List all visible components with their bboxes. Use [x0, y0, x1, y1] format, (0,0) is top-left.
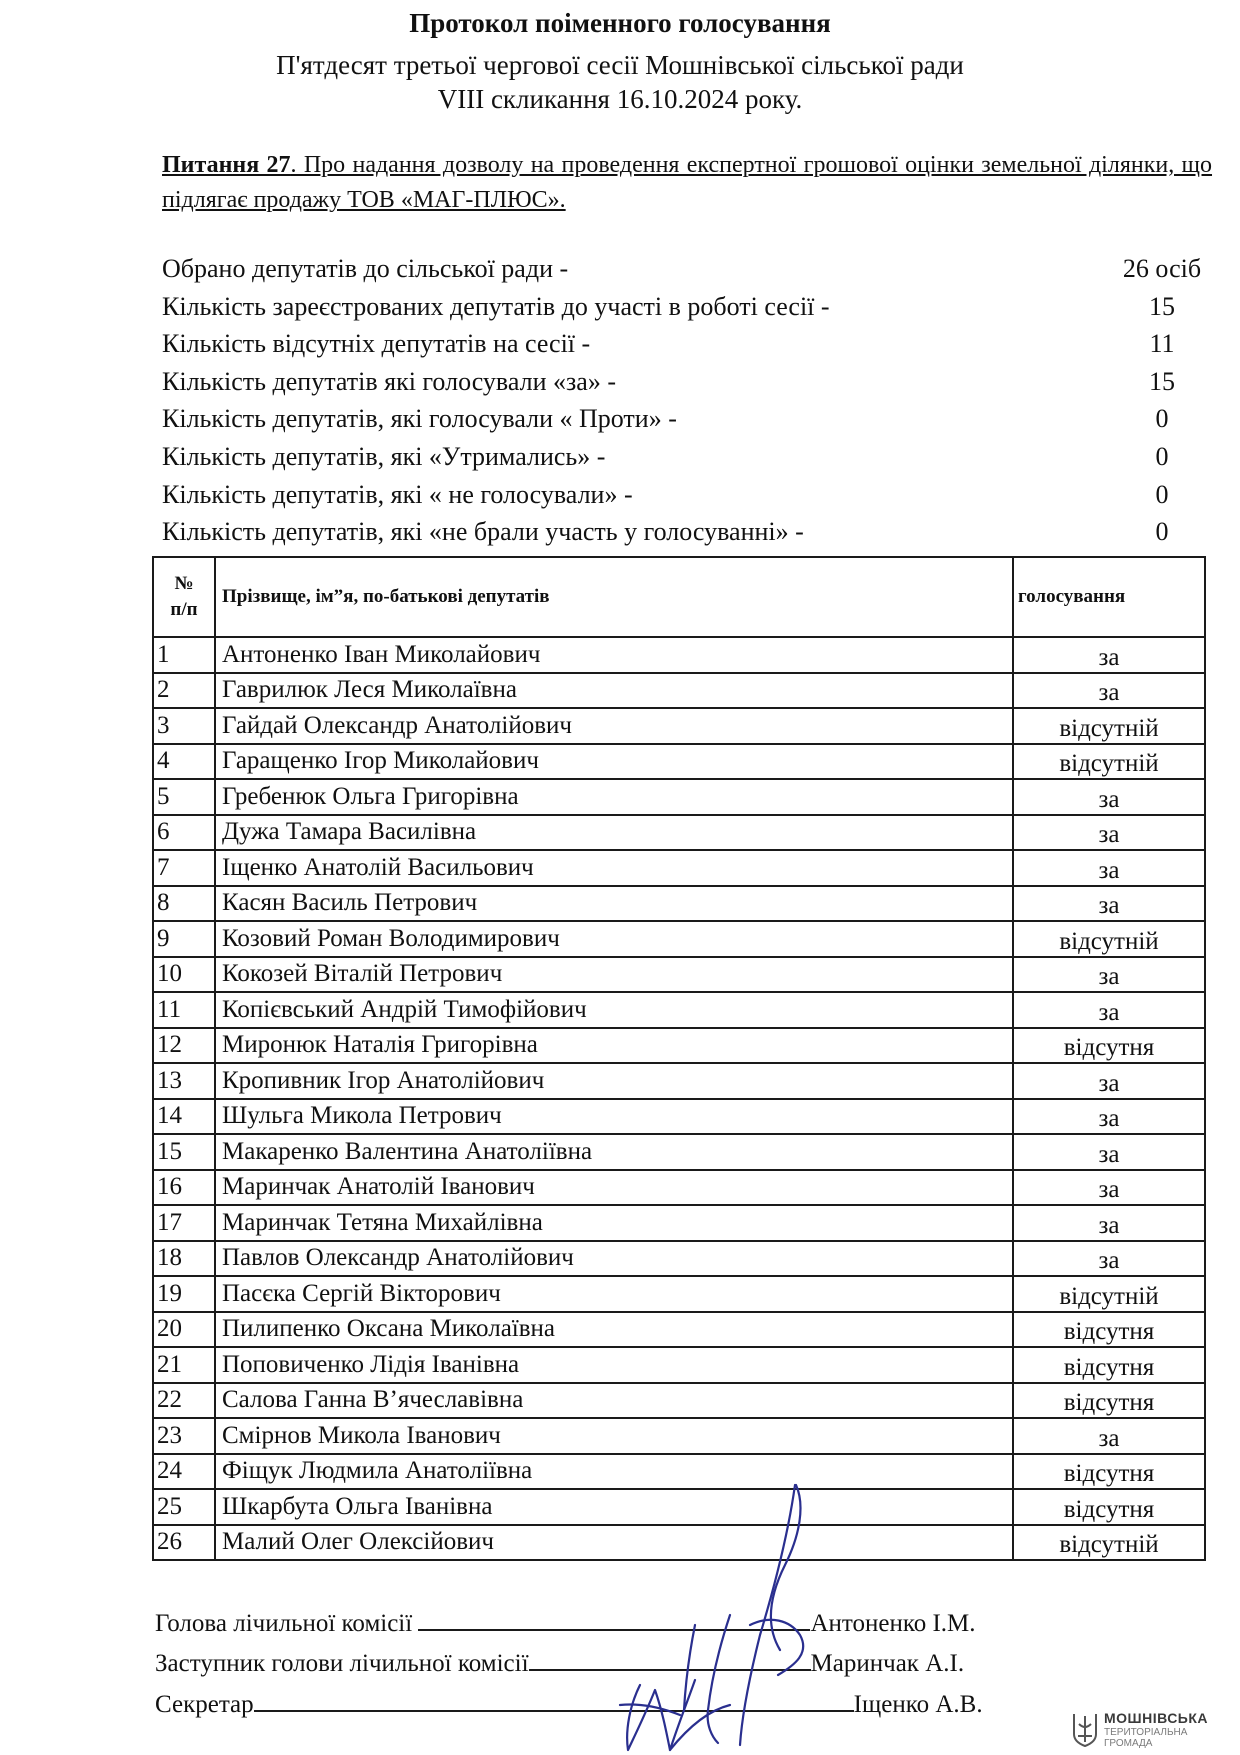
table-row [153, 886, 1205, 922]
table-row [153, 1134, 1205, 1170]
row-number: 3 [153, 708, 215, 744]
vote-value: за [1013, 886, 1205, 922]
deputy-name: Салова Ганна В’ячеславівна [215, 1383, 1013, 1419]
table-row [153, 1312, 1205, 1348]
handwritten-signature [600, 1475, 860, 1755]
vote-value: за [1013, 1170, 1205, 1206]
deputy-name: Кокозей Віталій Петрович [215, 957, 1013, 993]
deputy-name: Пасєка Сергій Вікторович [215, 1276, 1013, 1312]
table-row [153, 1383, 1205, 1419]
row-number: 16 [153, 1170, 215, 1206]
table-header-row [153, 557, 1205, 637]
deputy-name: Гребенюк Ольга Григорівна [215, 779, 1013, 815]
row-number: 11 [153, 992, 215, 1028]
vote-value: за [1013, 779, 1205, 815]
stat-label: Кількість депутатів, які «Утримались» - [162, 441, 606, 471]
vote-value: за [1013, 1134, 1205, 1170]
deputy-name: Гаращенко Ігор Миколайович [215, 744, 1013, 780]
row-number: 25 [153, 1489, 215, 1525]
row-number: 24 [153, 1454, 215, 1490]
vote-value: за [1013, 1418, 1205, 1454]
row-number: 5 [153, 779, 215, 815]
session-line: П'ятдесят третьої чергової сесії Мошнівської сільської ради [276, 50, 964, 80]
deputy-name: Фіщук Людмила Анатоліївна [215, 1454, 1013, 1490]
signature-name: Антоненко І.М. [810, 1610, 976, 1637]
table-row [153, 1063, 1205, 1099]
deputy-name: Шульга Микола Петрович [215, 1099, 1013, 1135]
row-number: 10 [153, 957, 215, 993]
deputy-name: Козовий Роман Володимирович [215, 921, 1013, 957]
stat-label: Кількість депутатів, які « не голосували» - [162, 479, 633, 509]
stat-label: Обрано депутатів до сільської ради - [162, 254, 569, 283]
row-number: 2 [153, 673, 215, 709]
deputy-name: Макаренко Валентина Анатоліївна [215, 1134, 1013, 1170]
stat-row [162, 363, 1175, 401]
deputy-name: Маринчак Тетяна Михайлівна [215, 1205, 1013, 1241]
table-row [153, 1099, 1205, 1135]
row-number: 21 [153, 1347, 215, 1383]
vote-value: відсутній [1013, 708, 1205, 744]
row-number: 22 [153, 1383, 215, 1419]
table-row [153, 1241, 1205, 1277]
row-number: 9 [153, 921, 215, 957]
deputy-name: Малий Олег Олексійович [215, 1525, 1013, 1561]
table-row [153, 744, 1205, 780]
deputy-name: Павлов Олександр Анатолійович [215, 1241, 1013, 1277]
header-name: Прізвище, ім”я, по-батькові депутатів [215, 557, 1013, 637]
vote-value: за [1013, 850, 1205, 886]
convocation-line: VIII скликання 16.10.2024 року. [437, 84, 803, 114]
row-number: 20 [153, 1312, 215, 1348]
vote-value: за [1013, 1241, 1205, 1277]
table-row [153, 1205, 1205, 1241]
question-label: Питання 27 [162, 152, 291, 178]
header-vote: голосування [1013, 557, 1205, 637]
vote-value: відсутня [1013, 1028, 1205, 1064]
table-row [153, 1028, 1205, 1064]
stat-value: 0 [1155, 479, 1169, 509]
deputy-name: Іщенко Анатолій Васильович [215, 850, 1013, 886]
table-row [153, 708, 1205, 744]
vote-value: за [1013, 673, 1205, 709]
stat-value: 0 [1155, 404, 1169, 434]
vote-statistics [162, 250, 1202, 551]
deputy-name: Гайдай Олександр Анатолійович [215, 708, 1013, 744]
row-number: 17 [153, 1205, 215, 1241]
stat-label: Кількість депутатів, які голосували « Проти» - [162, 404, 677, 434]
stat-value: 15 [1149, 366, 1175, 396]
deputy-name: Шкарбута Ольга Іванівна [215, 1489, 1013, 1525]
vote-value: відсутня [1013, 1454, 1205, 1490]
row-number: 19 [153, 1276, 215, 1312]
stat-label: Кількість зареєстрованих депутатів до участі в роботі сесії - [162, 291, 830, 321]
vote-value: відсутній [1013, 744, 1205, 780]
logo-subtitle-line2: ГРОМАДА [1104, 1738, 1153, 1749]
document-title: Протокол поіменного голосування [409, 8, 831, 38]
trident-icon [1072, 1712, 1098, 1748]
vote-value: за [1013, 815, 1205, 851]
header-number-line2: п/п [170, 599, 198, 620]
row-number: 6 [153, 815, 215, 851]
logo-title: МОШНІВСЬКА [1104, 1710, 1209, 1726]
stat-row [162, 288, 1175, 326]
deputy-name: Копієвський Андрій Тимофійович [215, 992, 1013, 1028]
deputy-name: Кропивник Ігор Анатолійович [215, 1063, 1013, 1099]
table-row [153, 779, 1205, 815]
stat-value: 11 [1149, 329, 1175, 359]
deputy-name: Пилипенко Оксана Миколаївна [215, 1312, 1013, 1348]
stat-row [162, 513, 1169, 551]
vote-value: відсутня [1013, 1489, 1205, 1525]
table-row [153, 637, 1205, 673]
table-row [153, 850, 1205, 886]
table-row [153, 1418, 1205, 1454]
vote-value: за [1013, 1063, 1205, 1099]
row-number: 26 [153, 1525, 215, 1561]
deputy-name: Дужа Тамара Василівна [215, 815, 1013, 851]
vote-value: відсутня [1013, 1312, 1205, 1348]
stat-row [162, 400, 1169, 438]
row-number: 7 [153, 850, 215, 886]
signature-name: Іщенко А.В. [853, 1691, 983, 1718]
table-row [153, 815, 1205, 851]
deputy-name: Касян Василь Петрович [215, 886, 1013, 922]
vote-value: за [1013, 992, 1205, 1028]
table-body [153, 637, 1205, 1560]
stat-label: Кількість депутатів, які «не брали участь у голосуванні» - [162, 517, 804, 547]
row-number: 1 [153, 637, 215, 673]
stat-row [162, 476, 1169, 514]
row-number: 15 [153, 1134, 215, 1170]
row-number: 13 [153, 1063, 215, 1099]
stat-label: Кількість відсутніх депутатів на сесії - [162, 329, 591, 359]
vote-value: за [1013, 1205, 1205, 1241]
vote-value: за [1013, 637, 1205, 673]
question-text [162, 148, 1212, 218]
row-number: 14 [153, 1099, 215, 1135]
logo-subtitle-line1: ТЕРИТОРІАЛЬНА [1104, 1727, 1188, 1738]
stat-row [162, 250, 1202, 288]
deputy-name: Поповиченко Лідія Іванівна [215, 1347, 1013, 1383]
stat-row [162, 438, 1169, 476]
vote-value: за [1013, 1099, 1205, 1135]
header-number-line1: № [174, 573, 194, 594]
deputy-name: Миронюк Наталія Григорівна [215, 1028, 1013, 1064]
vote-value: відсутній [1013, 1276, 1205, 1312]
stat-value: 0 [1155, 517, 1169, 547]
vote-value: відсутня [1013, 1347, 1205, 1383]
deputy-name: Гаврилюк Леся Миколаївна [215, 673, 1013, 709]
table-row [153, 921, 1205, 957]
table-row [153, 1347, 1205, 1383]
table-row [153, 957, 1205, 993]
deputy-name: Антоненко Іван Миколайович [215, 637, 1013, 673]
vote-table [152, 556, 1206, 1561]
stat-value: 15 [1149, 291, 1175, 321]
deputy-name: Маринчак Анатолій Іванович [215, 1170, 1013, 1206]
signature-role: Заступник голови лічильної комісії [155, 1650, 529, 1677]
row-number: 4 [153, 744, 215, 780]
table-row [153, 1170, 1205, 1206]
header-number [153, 557, 215, 637]
signature-role: Голова лічильної комісії [155, 1610, 413, 1637]
table-row [153, 992, 1205, 1028]
vote-value: відсутній [1013, 921, 1205, 957]
signature-name: Маринчак А.І. [810, 1650, 965, 1677]
row-number: 12 [153, 1028, 215, 1064]
vote-value: відсутній [1013, 1525, 1205, 1561]
row-number: 18 [153, 1241, 215, 1277]
table-row [153, 673, 1205, 709]
vote-value: відсутня [1013, 1383, 1205, 1419]
stat-value: 26 осіб [1122, 254, 1202, 283]
question-body: . Про надання дозволу на проведення експертної грошової оцінки земельної ділянки, що підлягає продажу ТОВ «МАГ-ПЛЮС». [162, 152, 1213, 213]
row-number: 8 [153, 886, 215, 922]
stat-row [162, 325, 1175, 363]
vote-value: за [1013, 957, 1205, 993]
signature-role: Секретар [155, 1691, 254, 1718]
table-row [153, 1276, 1205, 1312]
deputy-name: Смірнов Микола Іванович [215, 1418, 1013, 1454]
community-logo [1072, 1710, 1237, 1754]
stat-value: 0 [1155, 441, 1169, 471]
row-number: 23 [153, 1418, 215, 1454]
stat-label: Кількість депутатів які голосували «за» - [162, 366, 616, 396]
